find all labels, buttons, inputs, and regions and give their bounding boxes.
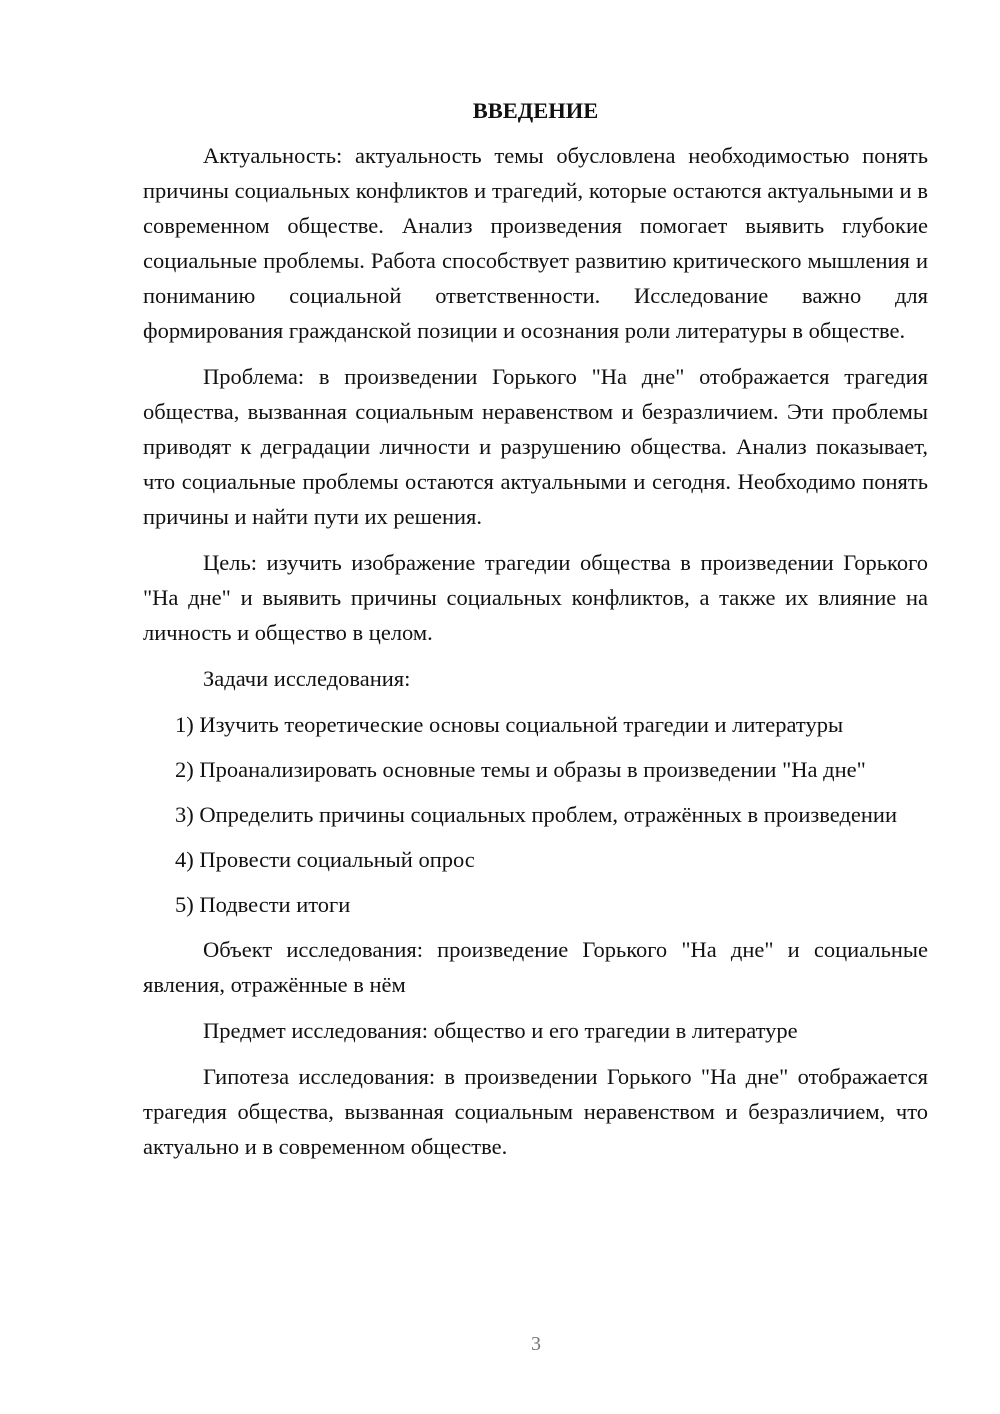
task-item: 3) Определить причины социальных проблем, отражённых в произведении [175, 802, 898, 827]
relevance-paragraph: Актуальность: актуальность темы обусловлена необходимостью понять причины социальных конфликтов и трагедий, которые остаются актуальными и в современном обществе. Анализ произведения помогает выявить глубокие социальные проблемы. Работа способствует развитию критического мышления и пониманию социальной ответственности. Исследование важно для формирования гражданской позиции и осознания роли литературы в обществе. [143, 143, 928, 343]
object-paragraph: Объект исследования: произведение Горького "На дне" и социальные явления, отражённые в нём [143, 937, 928, 997]
task-item: 5) Подвести итоги [175, 892, 351, 917]
subject-paragraph: Предмет исследования: общество и его трагедии в литературе [203, 1018, 798, 1043]
page-title: ВВЕДЕНИЕ [472, 98, 599, 123]
page-number: 3 [531, 1333, 541, 1355]
task-item: 4) Провести социальный опрос [175, 847, 475, 872]
goal-paragraph: Цель: изучить изображение трагедии общества в произведении Горького "На дне" и выявить причины социальных конфликтов, а также их влияние на личность и общество в целом. [143, 550, 928, 645]
task-item: 2) Проанализировать основные темы и образы в произведении "На дне" [175, 757, 866, 782]
document-body [143, 96, 928, 1175]
problem-paragraph: Проблема: в произведении Горького "На дне" отображается трагедия общества, вызванная социальным неравенством и безразличием. Эти проблемы приводят к деградации личности и разрушению общества. Анализ показывает, что социальные проблемы остаются актуальными и сегодня. Необходимо понять причины и найти пути их решения. [143, 364, 928, 529]
hypothesis-paragraph: Гипотеза исследования: в произведении Горького "На дне" отображается трагедия общества, вызванная социальным неравенством и безразличием, что актуально и в современном обществе. [143, 1064, 928, 1159]
task-item: 1) Изучить теоретические основы социальной трагедии и литературы [175, 712, 844, 737]
tasks-heading: Задачи исследования: [203, 666, 411, 691]
